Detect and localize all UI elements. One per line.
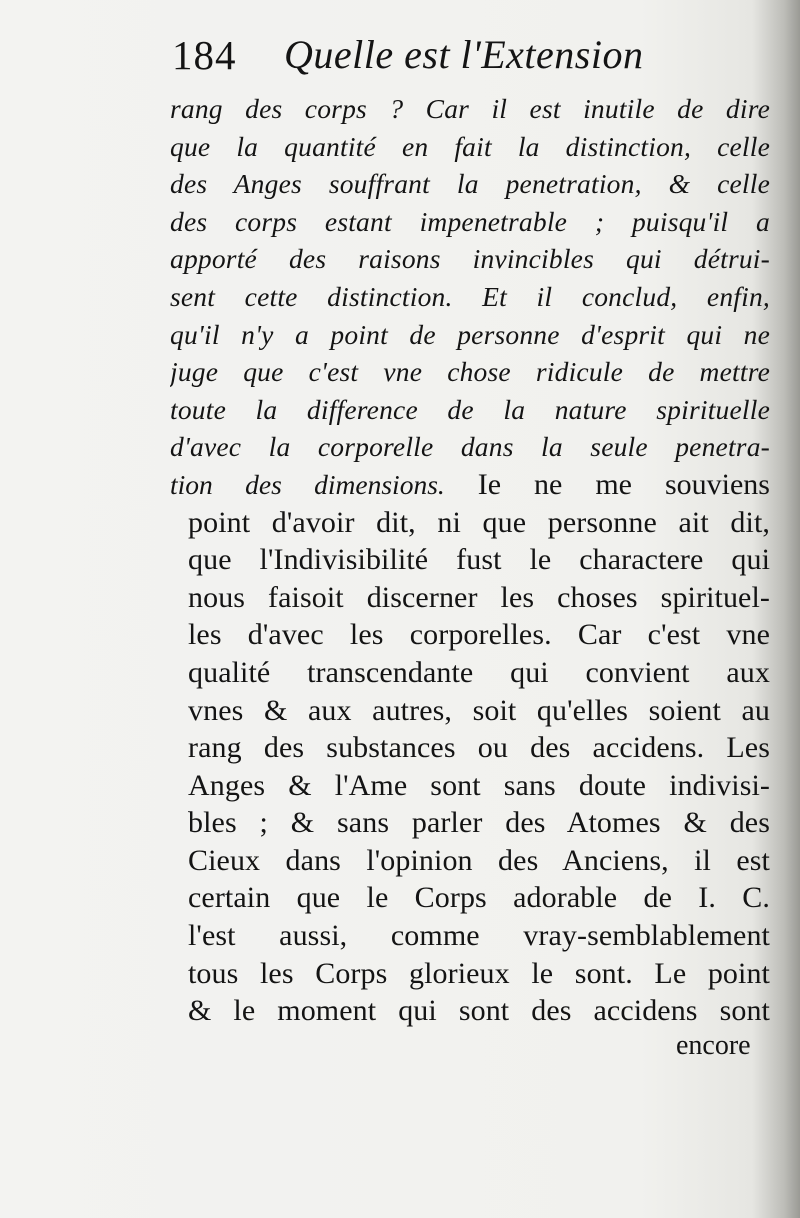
text-line: sent cette distinction. Et il conclud, enfin, (170, 280, 770, 312)
text-line: tous les Corps glorieux le sont. Le point (188, 956, 770, 990)
text-line: certain que le Corps adorable de I. C. (188, 881, 770, 915)
text-line-mixed (170, 466, 770, 504)
text-block (170, 90, 770, 1030)
text-line: des Anges souffrant la penetration, & celle (170, 168, 770, 200)
sentence-start: Ie ne me souviens (444, 467, 770, 501)
quote-end: tion des dimensions. (170, 468, 445, 500)
text-line: point d'avoir dit, ni que personne ait dit, (188, 505, 770, 539)
text-line: & le moment qui sont des accidens sont (188, 994, 770, 1028)
text-line: apporté des raisons invincibles qui détrui- (170, 243, 770, 275)
text-line: des corps estant impenetrable ; puisqu'il a (170, 205, 770, 237)
running-head: Quelle est l'Extension (284, 32, 644, 77)
text-line: juge que c'est vne chose ridicule de mettre (170, 356, 770, 388)
text-line: toute la difference de la nature spirituelle (170, 393, 770, 425)
text-line: vnes & aux autres, soit qu'elles soient au (188, 693, 770, 727)
page-number: 184 (172, 32, 237, 78)
text-line: l'est aussi, comme vray-semblablement (188, 919, 770, 953)
text-line: Cieux dans l'opinion des Anciens, il est (188, 843, 770, 877)
catchword: encore (676, 1030, 751, 1061)
text-line: rang des corps ? Car il est inutile de dire (170, 93, 770, 124)
text-line: que la quantité en fait la distinction, celle (170, 130, 770, 162)
text-line: Anges & l'Ame sont sans doute indivisi- (188, 768, 770, 802)
text-line: qu'il n'y a point de personne d'esprit qui ne (170, 318, 770, 350)
text-line: les d'avec les corporelles. Car c'est vne (188, 618, 770, 652)
text-line: d'avec la corporelle dans la seule penetra- (170, 431, 770, 463)
text-line: qualité transcendante qui convient aux (188, 655, 770, 689)
text-line: que l'Indivisibilité fust le charactere qui (188, 543, 770, 577)
text-line: nous faisoit discerner les choses spirituel- (188, 580, 770, 614)
text-line: rang des substances ou des accidens. Les (188, 731, 770, 765)
page-header (172, 22, 772, 82)
text-line: bles ; & sans parler des Atomes & des (188, 806, 770, 840)
